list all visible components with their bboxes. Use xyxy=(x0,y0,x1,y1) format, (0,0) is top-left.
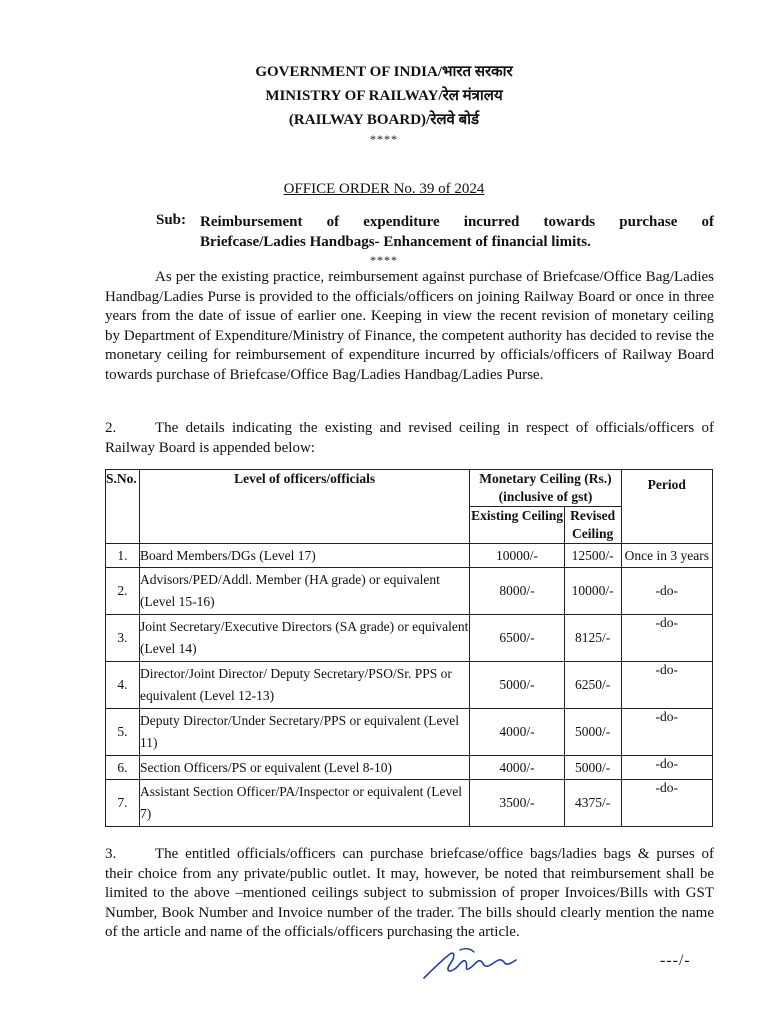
row-existing: 3500/- xyxy=(470,780,564,827)
signature xyxy=(420,944,530,984)
paragraph-3 xyxy=(105,845,714,943)
row-period: -do- xyxy=(621,568,712,615)
header-stars: **** xyxy=(370,132,398,146)
paragraph-1-text: As per the existing practice, reimbursement against purchase of Briefcase/Office Bag/Ladies Handbag/Ladies Purse is provided to the officials/officers on joining Railway Board or once in three years from the date of issue of earlier one. Keeping in view the recent revision of monetary ceiling by Department of Expenditure/Ministry of Finance, the competent authority has decided to revise the monetary ceiling for reimbursement of expenditure incurred by officials/officers of Railway Board towards purchase of Briefcase/Office Bag/Ladies Handbag/Ladies Purse. xyxy=(105,269,714,383)
row-existing: 4000/- xyxy=(470,709,564,756)
header-monetary-ceiling: Monetary Ceiling (Rs.) (inclusive of gst) xyxy=(470,470,621,507)
row-sno: 6. xyxy=(106,756,140,780)
paragraph-2-text: The details indicating the existing and revised ceiling in respect of officials/officers of Railway Board is appended below: xyxy=(105,420,714,456)
subject-line-1: Reimbursement of expenditure incurred towards purchase of xyxy=(200,214,714,230)
header-existing-ceiling: Existing Ceiling xyxy=(470,507,564,544)
row-revised: 8125/- xyxy=(564,615,621,662)
row-existing: 8000/- xyxy=(470,568,564,615)
header-period: Period xyxy=(621,470,712,544)
row-level: Section Officers/PS or equivalent (Level 8-10) xyxy=(139,756,469,780)
table-row xyxy=(106,568,713,615)
row-revised: 5000/- xyxy=(564,756,621,780)
subject-label: Sub: xyxy=(156,212,187,228)
office-order-title: OFFICE ORDER No. 39 of 2024 xyxy=(283,181,485,197)
paragraph-2 xyxy=(105,419,714,458)
ceiling-table xyxy=(105,469,713,827)
row-period: -do- xyxy=(621,615,712,662)
row-revised: 5000/- xyxy=(564,709,621,756)
row-level: Deputy Director/Under Secretary/PPS or equivalent (Level 11) xyxy=(139,709,469,756)
row-sno: 2. xyxy=(106,568,140,615)
row-level: Joint Secretary/Executive Directors (SA grade) or equivalent (Level 14) xyxy=(139,615,469,662)
subject-line-2: Briefcase/Ladies Handbags- Enhancement of financial limits. xyxy=(200,234,591,250)
table-row xyxy=(106,756,713,780)
table-row xyxy=(106,662,713,709)
row-period: Once in 3 years xyxy=(621,544,712,568)
row-revised: 10000/- xyxy=(564,568,621,615)
header-level: Level of officers/officials xyxy=(139,470,469,544)
row-sno: 3. xyxy=(106,615,140,662)
paragraph-3-text: The entitled officials/officers can purchase briefcase/office bags/ladies bags & purses of their choice from any private/public outlet. It may, however, be noted that reimbursement shall be limited to the above –mentioned ceilings subject to submission of proper Invoices/Bills with GST Number, Book Number and Invoice number of the trader. The bills should clearly mention the name of the article and name of the officials/officers purchasing the article. xyxy=(105,846,714,940)
row-existing: 10000/- xyxy=(470,544,564,568)
row-existing: 5000/- xyxy=(470,662,564,709)
continuation-mark: ---/- xyxy=(660,952,691,969)
table-row xyxy=(106,780,713,827)
row-period: -do- xyxy=(621,709,712,756)
subject-text xyxy=(200,212,714,252)
row-level: Board Members/DGs (Level 17) xyxy=(139,544,469,568)
row-period: -do- xyxy=(621,662,712,709)
row-existing: 4000/- xyxy=(470,756,564,780)
header-government: GOVERNMENT OF INDIA/भारत सरकार xyxy=(255,64,513,80)
header-sno: S.No. xyxy=(106,470,140,544)
table-row xyxy=(106,544,713,568)
row-sno: 4. xyxy=(106,662,140,709)
row-level: Director/Joint Director/ Deputy Secretary/PSO/Sr. PPS or equivalent (Level 12-13) xyxy=(139,662,469,709)
subject-stars: **** xyxy=(370,253,398,267)
paragraph-3-number: 3. xyxy=(105,846,117,862)
row-revised: 12500/- xyxy=(564,544,621,568)
row-period: -do- xyxy=(621,756,712,780)
row-level: Assistant Section Officer/PA/Inspector or equivalent (Level 7) xyxy=(139,780,469,827)
row-revised: 6250/- xyxy=(564,662,621,709)
table-row xyxy=(106,709,713,756)
table-row xyxy=(106,615,713,662)
paragraph-1 xyxy=(105,268,714,385)
header-ministry: MINISTRY OF RAILWAY/रेल मंत्रालय xyxy=(265,88,503,104)
paragraph-2-number: 2. xyxy=(105,420,117,436)
row-level: Advisors/PED/Addl. Member (HA grade) or equivalent (Level 15-16) xyxy=(139,568,469,615)
row-revised: 4375/- xyxy=(564,780,621,827)
row-period: -do- xyxy=(621,780,712,827)
row-sno: 1. xyxy=(106,544,140,568)
header-railway-board: (RAILWAY BOARD)/रेलवे बोर्ड xyxy=(288,112,480,128)
row-sno: 7. xyxy=(106,780,140,827)
header-revised-ceiling: Revised Ceiling xyxy=(564,507,621,544)
row-sno: 5. xyxy=(106,709,140,756)
row-existing: 6500/- xyxy=(470,615,564,662)
